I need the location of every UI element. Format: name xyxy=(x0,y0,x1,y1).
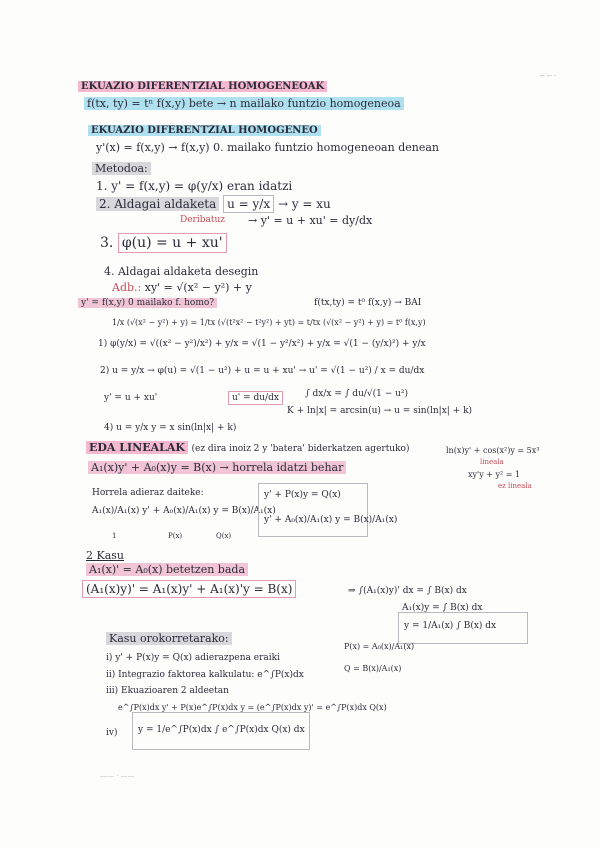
fraction-label-one: 1 xyxy=(112,532,117,540)
example-equation: xy' = √(x² − y²) + y xyxy=(144,281,252,294)
example-u-prime-box: u' = du/dx xyxy=(228,391,283,405)
method-step-1: 1. y' = f(x,y) = φ(y/x) eran idatzi xyxy=(96,179,293,193)
general-step-1: i) y' + P(x)y = Q(x) adierazpena eraiki xyxy=(106,653,280,663)
standard-form-line-1: y' + P(x)y = Q(x) xyxy=(264,490,341,500)
example-step-2: 2) u = y/x → φ(u) = √(1 − u²) + u = u + xu' → u' = √(1 − u²) / x = du/dx xyxy=(100,366,425,376)
case-2-result-2: y = 1/A₁(x) ∫ B(x) dx xyxy=(404,621,497,631)
linear-example: ln(x)y' + cos(x²)y = 5x³ xyxy=(446,446,540,455)
section-title-homogeneous-functions: EKUAZIO DIFERENTZIAL HOMOGENEOAK xyxy=(78,81,327,92)
linear-ode-note: (ez dira inoiz 2 y 'batera' biderkatzen agertuko) xyxy=(191,444,410,454)
general-p-definition: P(x) = A₀(x)/A₁(x) xyxy=(344,642,415,651)
general-step-4-label: iv) xyxy=(106,728,118,738)
example-final-solution: 4) u = y/x y = x sin(ln|x| + k) xyxy=(104,423,237,433)
substitution-result: → y = xu xyxy=(277,197,331,211)
general-step-3-equation: e^∫P(x)dx y' + P(x)e^∫P(x)dx y = (e^∫P(x)dx y)' = e^∫P(x)dx Q(x) xyxy=(118,703,387,712)
bottom-marks: —— · —— xyxy=(100,772,135,780)
nonlinear-example-tag: ez lineala xyxy=(498,482,532,490)
section-title-homogeneous-ode: EKUAZIO DIFERENTZIAL HOMOGENEO xyxy=(88,125,321,136)
linear-example-tag: lineala xyxy=(480,458,504,466)
method-step-2-label: 2. Aldagai aldaketa xyxy=(96,197,219,211)
fraction-label-q: Q(x) xyxy=(216,532,232,540)
case-2-integration: ⇒ ∫(A₁(x)y)' dx = ∫ B(x) dx xyxy=(348,586,467,596)
method-step-4: 4. Aldagai aldaketa desegin xyxy=(104,265,259,278)
case-2-condition: A₁(x)' = A₀(x) betetzen bada xyxy=(86,563,248,576)
example-separated-integral: ∫ dx/x = ∫ du/√(1 − u²) xyxy=(305,389,409,399)
case-2-result-1: A₁(x)y = ∫ B(x) dx xyxy=(402,603,483,613)
corner-mark: -- -- · xyxy=(540,72,557,80)
normalized-fraction-form: A₁(x)/A₁(x) y' + A₀(x)/A₁(x) y = B(x)/A₁(x) xyxy=(92,506,276,516)
example-integral-result: K + ln|x| = arcsin(u) → u = sin(ln|x| + k) xyxy=(287,406,473,416)
substitution-box: u = y/x xyxy=(223,195,274,213)
method-heading: Metodoa: xyxy=(92,162,151,175)
general-case-heading: Kasu orokorretarako: xyxy=(106,632,232,645)
example-homogeneity-check: f(tx,ty) = t⁰ f(x,y) → BAI xyxy=(314,298,422,308)
homogeneous-ode-definition: y'(x) = f(x,y) → f(x,y) 0. mailako funtzio homogeneoan denean xyxy=(96,141,439,154)
example-step-1: 1) φ(y/x) = √((x² − y²)/x²) + y/x = √(1 − y²/x²) + y/x = √(1 − (y/x)²) + y/x xyxy=(98,339,426,349)
example-question: y' = f(x,y) 0 mailako f. homo? xyxy=(78,298,217,308)
derivative-note: Deribatuz xyxy=(180,215,226,225)
method-step-3-label: 3. xyxy=(100,235,114,251)
can-be-written-label: Horrela adieraz daiteke: xyxy=(92,488,204,498)
case-2-heading: 2 Kasu xyxy=(86,549,125,562)
example-step-2-y-prime: y' = u + xu' xyxy=(104,393,158,403)
example-label: Adb.: xyxy=(112,281,142,294)
linear-ode-standard-form: A₁(x)y' + A₀(x)y = B(x) → horrela idatzi behar xyxy=(88,461,346,474)
section-title-linear-ode: EDA LINEALAK xyxy=(86,441,188,454)
case-2-product-rule: (A₁(x)y)' = A₁(x)y' + A₁(x)'y = B(x) xyxy=(82,580,296,598)
general-step-2: ii) Integrazio faktorea kalkulatu: e^∫P(x)dx xyxy=(106,670,304,680)
general-q-definition: Q = B(x)/A₁(x) xyxy=(344,664,402,673)
nonlinear-example: xy'y + y² = 1 xyxy=(468,470,521,479)
standard-form-line-2: y' + A₀(x)/A₁(x) y = B(x)/A₁(x) xyxy=(264,515,398,525)
general-step-3: iii) Ekuazioaren 2 aldeetan xyxy=(106,686,229,696)
fraction-label-p: P(x) xyxy=(168,532,183,540)
step-3-equation-box: φ(u) = u + xu' xyxy=(118,233,227,253)
general-solution: y = 1/e^∫P(x)dx ∫ e^∫P(x)dx Q(x) dx xyxy=(138,725,305,735)
example-homogeneity-derivation: 1/x (√(x² − y²) + y) = 1/tx (√(t²x² − t²y²) + yt) = t/tx (√(x² − y²) + y) = t⁰ f(x,y) xyxy=(112,318,426,327)
homogeneous-function-definition: f(tx, ty) = tⁿ f(x,y) bete → n mailako funtzio homogeneoa xyxy=(84,97,404,110)
derivative-result: → y' = u + xu' = dy/dx xyxy=(248,214,373,227)
